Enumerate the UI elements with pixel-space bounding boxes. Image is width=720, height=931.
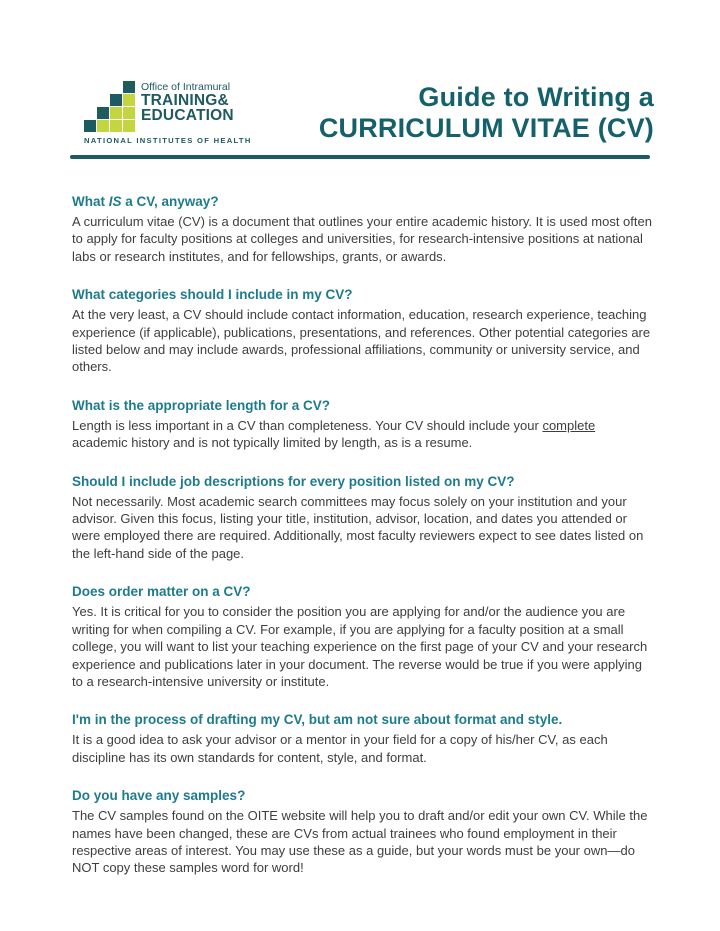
section-body: The CV samples found on the OITE website will help you to draft and/or edit your own CV. While the names have been changed, these are CVs from actual trainees who found employment in their respective areas of interest. You may use these as a guide, but your words must be your own—do NOT copy these samples word for word!: [72, 808, 648, 876]
section-heading: What is the appropriate length for a CV?: [72, 397, 331, 413]
section-heading: I'm in the process of drafting my CV, but am not sure about format and style.: [72, 712, 563, 728]
section-body: Yes. It is critical for you to consider the position you are applying for and/or the audience you are writing for when compiling a CV. For example, if you are applying for a faculty position at a small college, you will want to list your teaching experience on the first page of your CV and your research experience and publications later in your document. The reverse would be true if you were applying to a research-intensive university or institute.: [72, 604, 648, 689]
section-heading: Does order matter on a CV?: [72, 584, 251, 600]
logo-name-line2: EDUCATION: [141, 106, 234, 124]
section-categories: [72, 286, 653, 376]
section-heading: Do you have any samples?: [72, 788, 246, 804]
header-divider: [70, 155, 650, 159]
page-title-line2: CURRICULUM VITAE (CV): [318, 113, 654, 143]
section-job-descriptions: [72, 473, 653, 563]
section-heading: What IS a CV, anyway?: [72, 194, 219, 209]
section-body: It is a good idea to ask your advisor or a mentor in your field for a copy of his/her CV, as each discipline has its own standards for content, style, and format.: [72, 732, 608, 765]
section-body: Length is less important in a CV than completeness. Your CV should include your complete academic history and is not typically limited by length, as is a resume.: [72, 417, 596, 451]
section-heading: Should I include job descriptions for every position listed on my CV?: [72, 473, 515, 489]
logo-office-line: Office of Intramural: [141, 81, 231, 93]
page-title: [319, 82, 654, 144]
section-order: [72, 583, 653, 690]
section-what-is-a-cv: [72, 193, 653, 265]
oite-staircase-icon: [84, 79, 135, 132]
section-body: A curriculum vitae (CV) is a document that outlines your entire academic history. It is used most often to apply for faculty positions at colleges and universities, for research-intensive positions at national labs or research institutes, and for fellowships, grants, or awards.: [72, 214, 652, 264]
section-heading: What categories should I include in my CV?: [72, 287, 353, 303]
logo-name-line1: TRAINING&: [141, 92, 229, 109]
section-body: Not necessarily. Most academic search committees may focus solely on your institution and your advisor. Given this focus, listing your title, institution, advisor, location, and dates you attended or were employed there are required. Additionally, most faculty reviewers expect to see dates listed on the left-hand side of the page.: [72, 493, 644, 561]
logo-text: [141, 79, 234, 123]
page-title-line1: Guide to Writing a: [418, 82, 654, 112]
section-body: At the very least, a CV should include contact information, education, research experience, teaching experience (if applicable), publications, presentations, and references. Other potential categories are listed below and may include awards, professional affiliations, community or university service, and others.: [72, 307, 651, 375]
section-format-style: [72, 711, 653, 766]
faq-content: [72, 193, 653, 898]
logo-tagline: NATIONAL INSTITUTES OF HEALTH: [84, 136, 252, 145]
oite-logo: [84, 79, 252, 145]
section-length: [72, 397, 653, 452]
section-samples: [72, 787, 653, 877]
